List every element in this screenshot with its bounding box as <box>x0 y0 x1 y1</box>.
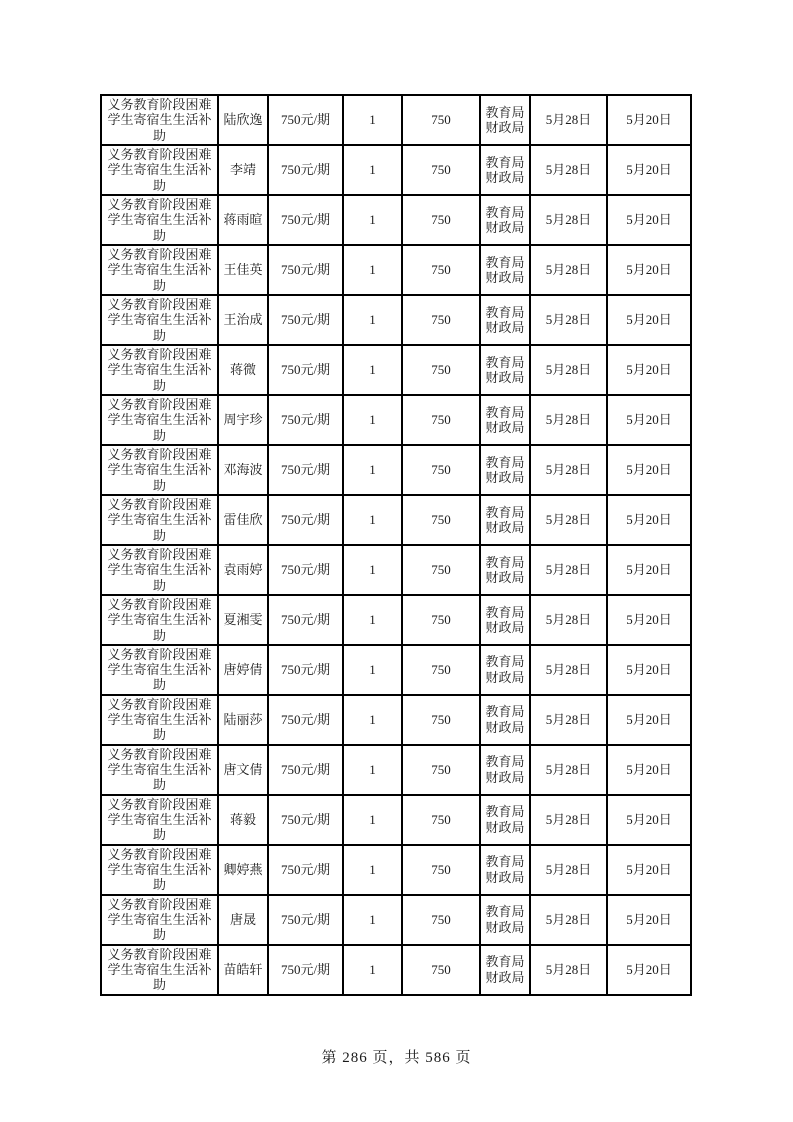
cell-depts: 教育局财政局 <box>480 495 530 545</box>
cell-depts: 教育局财政局 <box>480 645 530 695</box>
table-row <box>101 695 691 745</box>
cell-standard: 750元/期 <box>268 945 343 995</box>
cell-project: 义务教育阶段困难学生寄宿生生活补助 <box>101 95 218 145</box>
cell-date_fund: 5月20日 <box>607 445 691 495</box>
cell-standard: 750元/期 <box>268 795 343 845</box>
cell-quantity: 1 <box>343 895 402 945</box>
cell-standard: 750元/期 <box>268 495 343 545</box>
cell-project: 义务教育阶段困难学生寄宿生生活补助 <box>101 395 218 445</box>
cell-amount: 750 <box>402 645 480 695</box>
table-row <box>101 95 691 145</box>
cell-depts: 教育局财政局 <box>480 295 530 345</box>
page-number-footer: 第 286 页，共 586 页 <box>321 1050 472 1066</box>
table-row <box>101 645 691 695</box>
subsidy-table-body <box>101 95 691 995</box>
cell-quantity: 1 <box>343 245 402 295</box>
subsidy-table <box>100 94 692 996</box>
cell-date_pub: 5月28日 <box>530 95 607 145</box>
cell-quantity: 1 <box>343 945 402 995</box>
cell-name: 李靖 <box>218 145 268 195</box>
cell-quantity: 1 <box>343 195 402 245</box>
cell-standard: 750元/期 <box>268 445 343 495</box>
cell-project: 义务教育阶段困难学生寄宿生生活补助 <box>101 295 218 345</box>
cell-amount: 750 <box>402 845 480 895</box>
cell-date_fund: 5月20日 <box>607 695 691 745</box>
cell-depts: 教育局财政局 <box>480 445 530 495</box>
cell-depts: 教育局财政局 <box>480 145 530 195</box>
cell-date_fund: 5月20日 <box>607 745 691 795</box>
cell-name: 陆丽莎 <box>218 695 268 745</box>
cell-standard: 750元/期 <box>268 745 343 795</box>
cell-date_fund: 5月20日 <box>607 545 691 595</box>
cell-project: 义务教育阶段困难学生寄宿生生活补助 <box>101 845 218 895</box>
cell-date_pub: 5月28日 <box>530 595 607 645</box>
cell-project: 义务教育阶段困难学生寄宿生生活补助 <box>101 545 218 595</box>
cell-project: 义务教育阶段困难学生寄宿生生活补助 <box>101 145 218 195</box>
cell-date_pub: 5月28日 <box>530 195 607 245</box>
cell-amount: 750 <box>402 395 480 445</box>
cell-name: 唐婷倩 <box>218 645 268 695</box>
cell-depts: 教育局财政局 <box>480 795 530 845</box>
cell-date_fund: 5月20日 <box>607 395 691 445</box>
cell-quantity: 1 <box>343 145 402 195</box>
cell-date_pub: 5月28日 <box>530 295 607 345</box>
cell-name: 雷佳欣 <box>218 495 268 545</box>
cell-name: 唐晟 <box>218 895 268 945</box>
cell-project: 义务教育阶段困难学生寄宿生生活补助 <box>101 795 218 845</box>
cell-quantity: 1 <box>343 745 402 795</box>
cell-name: 陆欣逸 <box>218 95 268 145</box>
table-row <box>101 145 691 195</box>
cell-depts: 教育局财政局 <box>480 895 530 945</box>
cell-date_fund: 5月20日 <box>607 145 691 195</box>
cell-name: 蒋毅 <box>218 795 268 845</box>
cell-depts: 教育局财政局 <box>480 345 530 395</box>
cell-depts: 教育局财政局 <box>480 945 530 995</box>
cell-date_fund: 5月20日 <box>607 595 691 645</box>
cell-name: 周宇珍 <box>218 395 268 445</box>
cell-standard: 750元/期 <box>268 345 343 395</box>
cell-date_pub: 5月28日 <box>530 545 607 595</box>
cell-name: 卿婷燕 <box>218 845 268 895</box>
cell-date_fund: 5月20日 <box>607 845 691 895</box>
cell-depts: 教育局财政局 <box>480 195 530 245</box>
cell-date_fund: 5月20日 <box>607 495 691 545</box>
cell-amount: 750 <box>402 345 480 395</box>
cell-date_fund: 5月20日 <box>607 245 691 295</box>
cell-depts: 教育局财政局 <box>480 745 530 795</box>
table-row <box>101 745 691 795</box>
cell-project: 义务教育阶段困难学生寄宿生生活补助 <box>101 945 218 995</box>
cell-name: 王佳英 <box>218 245 268 295</box>
cell-standard: 750元/期 <box>268 545 343 595</box>
cell-amount: 750 <box>402 195 480 245</box>
cell-standard: 750元/期 <box>268 695 343 745</box>
table-row <box>101 495 691 545</box>
cell-name: 王治成 <box>218 295 268 345</box>
cell-date_fund: 5月20日 <box>607 345 691 395</box>
cell-depts: 教育局财政局 <box>480 695 530 745</box>
table-row <box>101 845 691 895</box>
cell-date_pub: 5月28日 <box>530 395 607 445</box>
cell-date_fund: 5月20日 <box>607 645 691 695</box>
cell-quantity: 1 <box>343 595 402 645</box>
cell-amount: 750 <box>402 445 480 495</box>
cell-name: 唐文倩 <box>218 745 268 795</box>
cell-amount: 750 <box>402 895 480 945</box>
cell-amount: 750 <box>402 695 480 745</box>
cell-date_pub: 5月28日 <box>530 945 607 995</box>
table-row <box>101 895 691 945</box>
cell-date_pub: 5月28日 <box>530 245 607 295</box>
cell-standard: 750元/期 <box>268 245 343 295</box>
cell-standard: 750元/期 <box>268 95 343 145</box>
cell-date_pub: 5月28日 <box>530 845 607 895</box>
cell-date_pub: 5月28日 <box>530 645 607 695</box>
cell-standard: 750元/期 <box>268 195 343 245</box>
cell-amount: 750 <box>402 745 480 795</box>
table-row <box>101 595 691 645</box>
cell-quantity: 1 <box>343 795 402 845</box>
table-row <box>101 395 691 445</box>
cell-depts: 教育局财政局 <box>480 395 530 445</box>
cell-amount: 750 <box>402 495 480 545</box>
cell-project: 义务教育阶段困难学生寄宿生生活补助 <box>101 595 218 645</box>
cell-quantity: 1 <box>343 845 402 895</box>
cell-date_pub: 5月28日 <box>530 795 607 845</box>
table-row <box>101 795 691 845</box>
cell-project: 义务教育阶段困难学生寄宿生生活补助 <box>101 445 218 495</box>
cell-amount: 750 <box>402 595 480 645</box>
cell-date_pub: 5月28日 <box>530 745 607 795</box>
cell-project: 义务教育阶段困难学生寄宿生生活补助 <box>101 695 218 745</box>
cell-depts: 教育局财政局 <box>480 545 530 595</box>
cell-quantity: 1 <box>343 95 402 145</box>
cell-amount: 750 <box>402 945 480 995</box>
cell-standard: 750元/期 <box>268 595 343 645</box>
cell-depts: 教育局财政局 <box>480 595 530 645</box>
cell-date_fund: 5月20日 <box>607 945 691 995</box>
cell-standard: 750元/期 <box>268 145 343 195</box>
cell-project: 义务教育阶段困难学生寄宿生生活补助 <box>101 745 218 795</box>
cell-date_fund: 5月20日 <box>607 195 691 245</box>
cell-name: 袁雨婷 <box>218 545 268 595</box>
cell-name: 苗皓轩 <box>218 945 268 995</box>
cell-amount: 750 <box>402 245 480 295</box>
cell-amount: 750 <box>402 145 480 195</box>
table-row <box>101 195 691 245</box>
table-row <box>101 345 691 395</box>
table-row <box>101 445 691 495</box>
cell-standard: 750元/期 <box>268 645 343 695</box>
table-row <box>101 245 691 295</box>
cell-name: 邓海波 <box>218 445 268 495</box>
cell-amount: 750 <box>402 545 480 595</box>
cell-project: 义务教育阶段困难学生寄宿生生活补助 <box>101 195 218 245</box>
cell-date_fund: 5月20日 <box>607 295 691 345</box>
cell-depts: 教育局财政局 <box>480 245 530 295</box>
cell-date_pub: 5月28日 <box>530 445 607 495</box>
cell-depts: 教育局财政局 <box>480 845 530 895</box>
cell-standard: 750元/期 <box>268 395 343 445</box>
cell-date_pub: 5月28日 <box>530 895 607 945</box>
cell-amount: 750 <box>402 795 480 845</box>
cell-date_pub: 5月28日 <box>530 695 607 745</box>
cell-quantity: 1 <box>343 645 402 695</box>
cell-name: 蒋雨暄 <box>218 195 268 245</box>
cell-name: 夏湘雯 <box>218 595 268 645</box>
cell-quantity: 1 <box>343 495 402 545</box>
cell-name: 蒋微 <box>218 345 268 395</box>
cell-project: 义务教育阶段困难学生寄宿生生活补助 <box>101 245 218 295</box>
table-row <box>101 945 691 995</box>
cell-date_pub: 5月28日 <box>530 145 607 195</box>
cell-standard: 750元/期 <box>268 895 343 945</box>
cell-date_fund: 5月20日 <box>607 895 691 945</box>
cell-standard: 750元/期 <box>268 295 343 345</box>
cell-date_fund: 5月20日 <box>607 95 691 145</box>
cell-quantity: 1 <box>343 395 402 445</box>
cell-amount: 750 <box>402 95 480 145</box>
cell-project: 义务教育阶段困难学生寄宿生生活补助 <box>101 645 218 695</box>
cell-project: 义务教育阶段困难学生寄宿生生活补助 <box>101 495 218 545</box>
cell-project: 义务教育阶段困难学生寄宿生生活补助 <box>101 895 218 945</box>
cell-project: 义务教育阶段困难学生寄宿生生活补助 <box>101 345 218 395</box>
cell-date_fund: 5月20日 <box>607 795 691 845</box>
cell-quantity: 1 <box>343 295 402 345</box>
cell-standard: 750元/期 <box>268 845 343 895</box>
cell-quantity: 1 <box>343 545 402 595</box>
cell-amount: 750 <box>402 295 480 345</box>
cell-quantity: 1 <box>343 695 402 745</box>
table-row <box>101 295 691 345</box>
cell-quantity: 1 <box>343 345 402 395</box>
cell-depts: 教育局财政局 <box>480 95 530 145</box>
cell-date_pub: 5月28日 <box>530 495 607 545</box>
cell-quantity: 1 <box>343 445 402 495</box>
table-row <box>101 545 691 595</box>
cell-date_pub: 5月28日 <box>530 345 607 395</box>
